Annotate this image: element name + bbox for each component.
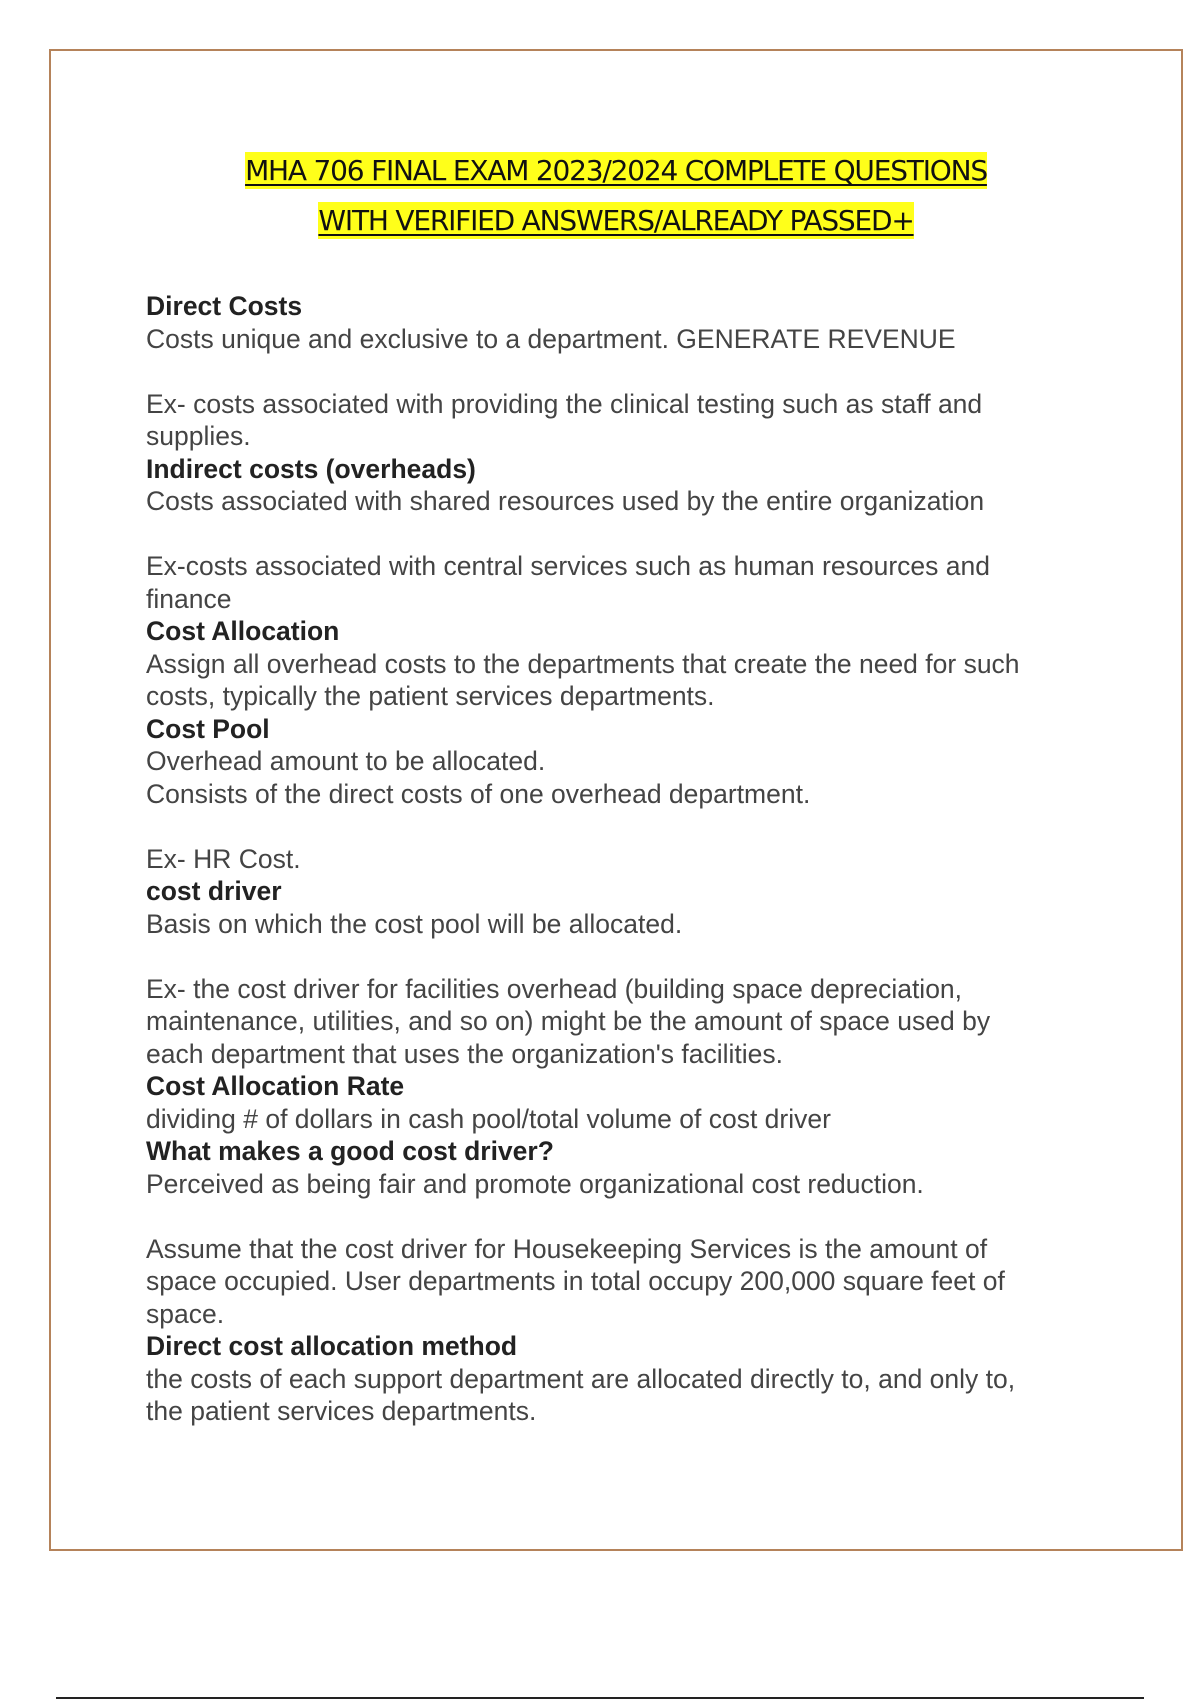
definition-line: finance (146, 583, 232, 614)
entry-direct-cost-allocation-method (146, 1330, 1106, 1428)
term-heading: Cost Pool (146, 713, 270, 744)
entry-indirect-costs (146, 453, 1106, 616)
definition-line: Assign all overhead costs to the departments that create the need for such (146, 648, 1020, 679)
definition-line: Costs associated with shared resources used by the entire organization (146, 486, 985, 516)
definition-line: space. (146, 1298, 225, 1329)
term-heading: Direct Costs (146, 291, 303, 321)
definition-line: space occupied. User departments in total occupy 200,000 square feet of (146, 1266, 1005, 1296)
blank-line (146, 810, 1106, 843)
definition-line: Overhead amount to be allocated. (146, 746, 546, 776)
definition-line: Costs unique and exclusive to a department. GENERATE REVENUE (146, 323, 956, 354)
definition-line: Consists of the direct costs of one overhead department. (146, 778, 811, 809)
term-heading: Direct cost allocation method (146, 1331, 518, 1361)
term-heading: cost driver (146, 876, 282, 906)
definition-line: Basis on which the cost pool will be allocated. (146, 908, 683, 939)
entry-cost-allocation (146, 615, 1106, 713)
bottom-divider (56, 1697, 1144, 1699)
term-heading: Cost Allocation (146, 616, 340, 646)
blank-line (146, 518, 1106, 551)
definition-line: supplies. (146, 421, 251, 451)
definition-line: dividing # of dollars in cash pool/total volume of cost driver (146, 1103, 831, 1134)
term-heading: Cost Allocation Rate (146, 1071, 405, 1101)
document-title (100, 146, 1132, 246)
definition-line: maintenance, utilities, and so on) might be the amount of space used by (146, 1006, 991, 1036)
title-line-1: MHA 706 FINAL EXAM 2023/2024 COMPLETE QUESTIONS (245, 154, 987, 187)
blank-line (146, 940, 1106, 973)
definition-line: Ex- HR Cost. (146, 843, 301, 874)
blank-line (146, 355, 1106, 388)
document-body (146, 290, 1106, 1428)
entry-good-cost-driver (146, 1135, 1106, 1330)
definition-line: Ex-costs associated with central services such as human resources and (146, 551, 990, 581)
definition-line: Ex- the cost driver for facilities overhead (building space depreciation, (146, 973, 963, 1004)
blank-line (146, 1200, 1106, 1233)
definition-line: the costs of each support department are allocated directly to, and only to, (146, 1363, 1016, 1394)
entry-direct-costs (146, 290, 1106, 453)
entry-cost-allocation-rate (146, 1070, 1106, 1135)
definition-line: costs, typically the patient services departments. (146, 681, 715, 711)
definition-line: each department that uses the organization's facilities. (146, 1038, 784, 1069)
term-heading: Indirect costs (overheads) (146, 453, 476, 484)
entry-cost-pool (146, 713, 1106, 876)
definition-line: the patient services departments. (146, 1396, 537, 1426)
title-line-2: WITH VERIFIED ANSWERS/ALREADY PASSED+ (318, 204, 914, 237)
entry-cost-driver (146, 875, 1106, 1070)
definition-line: Perceived as being fair and promote organizational cost reduction. (146, 1168, 924, 1199)
term-heading: What makes a good cost driver? (146, 1136, 554, 1166)
definition-line: Ex- costs associated with providing the clinical testing such as staff and (146, 388, 983, 419)
definition-line: Assume that the cost driver for Housekeeping Services is the amount of (146, 1233, 988, 1264)
